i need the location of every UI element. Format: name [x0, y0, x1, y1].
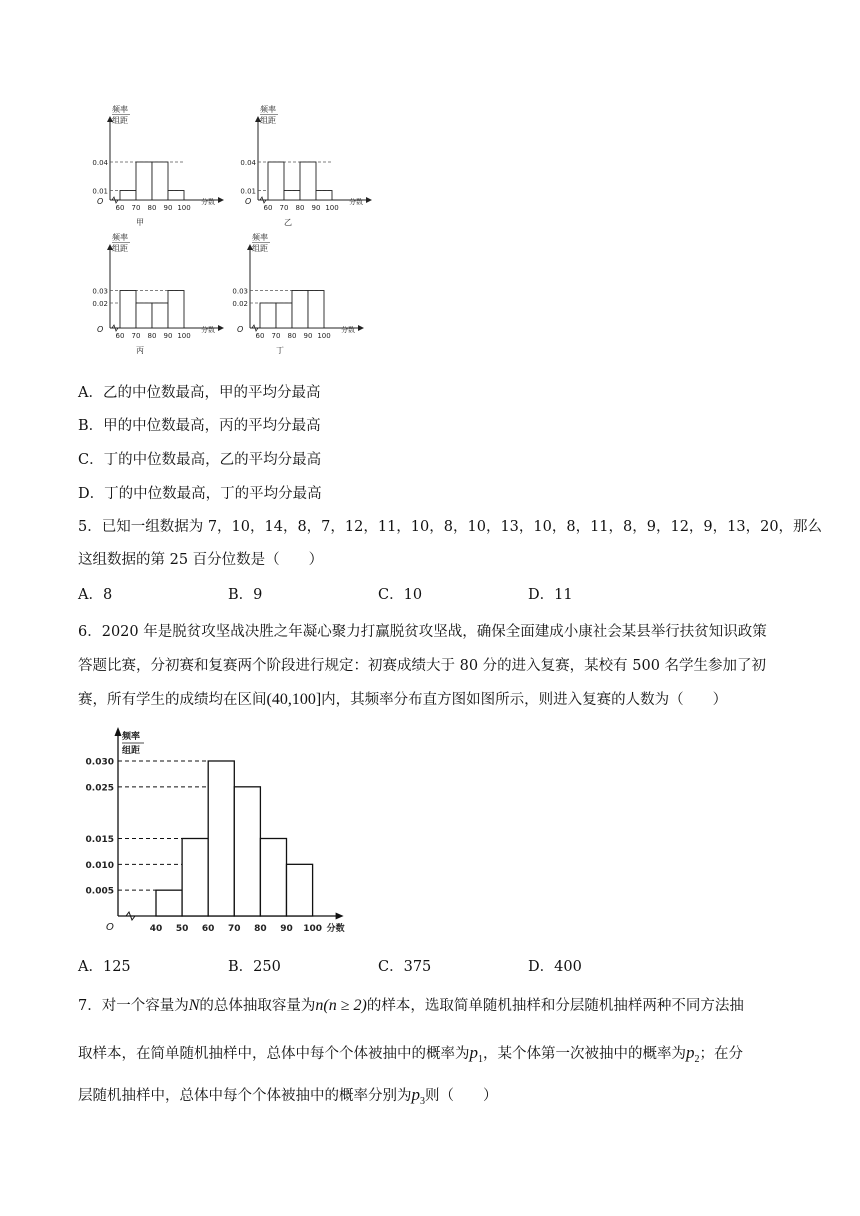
x-tick-label: 100 — [325, 204, 339, 212]
y-axis-arrow — [115, 727, 122, 736]
q7-p3: p — [411, 1085, 420, 1104]
x-tick-label: 80 — [254, 924, 267, 934]
histogram-bar — [292, 291, 308, 329]
y-tick-label: 0.015 — [85, 834, 114, 845]
origin-label: O — [245, 197, 252, 206]
x-tick-label: 90 — [163, 332, 173, 340]
y-tick-label: 0.03 — [92, 287, 108, 296]
q4-option-b[interactable]: B．甲的中位数最高，丙的平均分最高 — [78, 418, 321, 434]
q7-stem-line2 — [78, 1043, 743, 1070]
origin-label: O — [106, 922, 114, 933]
q7-p2: p — [686, 1043, 695, 1062]
q5-option-d[interactable]: D．11 — [528, 587, 573, 603]
small-histogram-3 — [92, 232, 224, 355]
x-tick-label: 60 — [263, 204, 273, 212]
q7-text-f: ；在分 — [699, 1046, 743, 1062]
y-tick-label: 0.04 — [92, 159, 108, 167]
q7-p3-sub: 3 — [420, 1095, 425, 1107]
q7-text-b: 的总体抽取容量为 — [199, 998, 316, 1014]
x-axis-arrow — [218, 197, 224, 203]
y-tick-label: 0.025 — [85, 783, 114, 794]
y-tick-label: 0.030 — [85, 757, 114, 768]
small-histogram-1 — [92, 104, 224, 227]
q7-N: N — [188, 997, 200, 1014]
histogram-bar — [136, 162, 152, 200]
y-label-bottom: 组距 — [260, 116, 276, 125]
y-tick-label: 0.04 — [240, 159, 256, 167]
x-tick-label: 60 — [255, 332, 265, 340]
x-tick-label: 60 — [115, 204, 125, 212]
histogram-bar — [156, 890, 182, 916]
x-axis-label: 分数 — [326, 924, 345, 934]
q6-line3-text-b: 内，其频率分布直方图如图所示，则进入复赛的人数为（ ） — [321, 692, 728, 708]
y-tick-label: 0.01 — [92, 187, 108, 196]
histogram-bar — [316, 191, 332, 201]
q7-p1-sub: 1 — [478, 1053, 483, 1065]
x-axis-label: 分数 — [349, 198, 363, 206]
q6-option-d[interactable]: D．400 — [528, 959, 582, 975]
q4-option-a[interactable]: A．乙的中位数最高，甲的平均分最高 — [78, 385, 321, 401]
y-label-top: 频率 — [122, 732, 141, 742]
histogram-bar — [234, 787, 260, 916]
q7-text-e: ，某个体第一次被抽中的概率为 — [483, 1046, 686, 1062]
x-axis-arrow — [358, 325, 364, 331]
x-tick-label: 80 — [295, 204, 305, 212]
histogram-bar — [300, 162, 316, 200]
y-label-top: 频率 — [260, 105, 276, 114]
y-tick-label: 0.02 — [232, 300, 248, 308]
histogram-bar — [308, 291, 324, 329]
q6-option-a[interactable]: A．125 — [78, 959, 131, 975]
x-tick-label: 80 — [147, 332, 157, 340]
chart-caption: 乙 — [284, 218, 292, 227]
small-histogram-2 — [240, 104, 372, 227]
y-label-bottom: 组距 — [112, 116, 128, 125]
q7-text-g: 层随机抽样中，总体中每个个体被抽中的概率分别为 — [78, 1088, 412, 1104]
x-tick-label: 70 — [131, 204, 141, 212]
x-axis-label: 分数 — [341, 326, 355, 334]
x-tick-label: 70 — [228, 924, 241, 934]
x-tick-label: 60 — [115, 332, 125, 340]
y-label-top: 频率 — [112, 105, 128, 114]
q6-stem-line1: 6．2020 年是脱贫攻坚战决胜之年凝心聚力打赢脱贫攻坚战，确保全面建成小康社会某县举行扶贫知识政策 — [78, 624, 767, 640]
x-tick-label: 70 — [131, 332, 141, 340]
small-histogram-4 — [232, 232, 364, 355]
x-axis-arrow — [366, 197, 372, 203]
q4-option-d[interactable]: D．丁的中位数最高，丁的平均分最高 — [78, 486, 322, 502]
x-tick-label: 50 — [175, 924, 189, 934]
q7-text-d: 取样本，在简单随机抽样中，总体中每个个体被抽中的概率为 — [78, 1046, 470, 1062]
x-tick-label: 60 — [201, 924, 215, 934]
q7-text-a: 7．对一个容量为 — [78, 998, 189, 1014]
histogram-bar — [276, 303, 292, 328]
q6-option-c[interactable]: C．375 — [378, 959, 432, 975]
histogram-bar — [287, 864, 313, 916]
y-tick-label: 0.010 — [85, 860, 114, 871]
x-tick-label: 70 — [271, 332, 281, 340]
x-tick-label: 40 — [149, 924, 163, 934]
q7-text-h: 则（ ） — [425, 1088, 498, 1104]
x-tick-label: 90 — [280, 924, 293, 934]
x-tick-label: 80 — [147, 204, 157, 212]
q6-stem-line2: 答题比赛，分初赛和复赛两个阶段进行规定：初赛成绩大于 80 分的进入复赛，某校有 500 名学生参加了初 — [78, 658, 767, 674]
histogram-bar — [260, 303, 276, 328]
q5-option-c[interactable]: C．10 — [378, 587, 423, 603]
x-axis-label: 分数 — [201, 326, 215, 334]
y-label-bottom: 组距 — [112, 244, 128, 253]
chart-caption: 丙 — [136, 346, 144, 355]
chart-caption: 甲 — [136, 218, 144, 227]
q6-line3-text-a: 赛，所有学生的成绩均在区间 — [78, 692, 267, 708]
y-label-top: 频率 — [112, 233, 128, 242]
histogram-bar — [136, 303, 152, 328]
q7-p1: p — [469, 1043, 478, 1062]
y-tick-label: 0.005 — [85, 886, 114, 897]
q5-stem-line2: 这组数据的第 25 百分位数是（ ） — [78, 552, 324, 568]
x-tick-label: 90 — [311, 204, 321, 212]
histogram-bar — [260, 838, 286, 916]
x-tick-label: 100 — [177, 332, 191, 340]
y-tick-label: 0.02 — [92, 300, 108, 308]
x-tick-label: 100 — [303, 924, 322, 934]
x-tick-label: 100 — [317, 332, 331, 340]
q7-n-expr: n(n ≥ 2) — [315, 997, 367, 1014]
histogram-bar — [168, 191, 184, 201]
origin-label: O — [97, 325, 104, 334]
x-axis-arrow — [218, 325, 224, 331]
origin-label: O — [97, 197, 104, 206]
y-tick-label: 0.03 — [232, 287, 248, 296]
y-tick-label: 0.01 — [240, 187, 256, 196]
histogram-bar — [120, 291, 136, 329]
y-label-bottom: 组距 — [252, 244, 268, 253]
x-axis-label: 分数 — [201, 198, 215, 206]
q5-option-b[interactable]: B．9 — [228, 587, 263, 603]
q6-option-b[interactable]: B．250 — [228, 959, 281, 975]
y-label-bottom: 组距 — [122, 746, 141, 756]
x-tick-label: 70 — [279, 204, 289, 212]
q5-option-a[interactable]: A．8 — [78, 587, 113, 603]
histogram-bar — [208, 761, 234, 916]
q7-stem-line3 — [78, 1085, 498, 1112]
q4-option-c[interactable]: C．丁的中位数最高，乙的平均分最高 — [78, 452, 322, 468]
q6-interval: (40,100] — [266, 691, 322, 708]
histogram-bar — [152, 162, 168, 200]
q7-stem-line1 — [78, 996, 744, 1016]
origin-label: O — [237, 325, 244, 334]
histogram-bar — [120, 191, 136, 201]
q7-p2-sub: 2 — [694, 1053, 700, 1065]
big-histogram — [86, 727, 345, 934]
histogram-bar — [152, 303, 168, 328]
q7-text-c: 的样本，选取简单随机抽样和分层随机抽样两种不同方法抽 — [366, 998, 744, 1014]
small-histograms-figure — [0, 0, 860, 370]
y-label-top: 频率 — [252, 233, 268, 242]
histogram-bar — [182, 838, 208, 916]
chart-caption: 丁 — [276, 346, 284, 355]
x-tick-label: 90 — [163, 204, 173, 212]
x-axis-arrow — [336, 913, 344, 920]
histogram-bar — [268, 162, 284, 200]
x-tick-label: 80 — [287, 332, 297, 340]
q5-stem-line1: 5．已知一组数据为 7，10，14，8，7，12，11，10，8，10，13，10，8，11，8，9，12，9，13，20，那么 — [78, 519, 823, 535]
q6-frequency-histogram — [70, 720, 450, 950]
q6-stem-line3 — [78, 690, 727, 710]
histogram-bar — [168, 291, 184, 329]
x-tick-label: 100 — [177, 204, 191, 212]
x-tick-label: 90 — [303, 332, 313, 340]
histogram-bar — [284, 191, 300, 201]
